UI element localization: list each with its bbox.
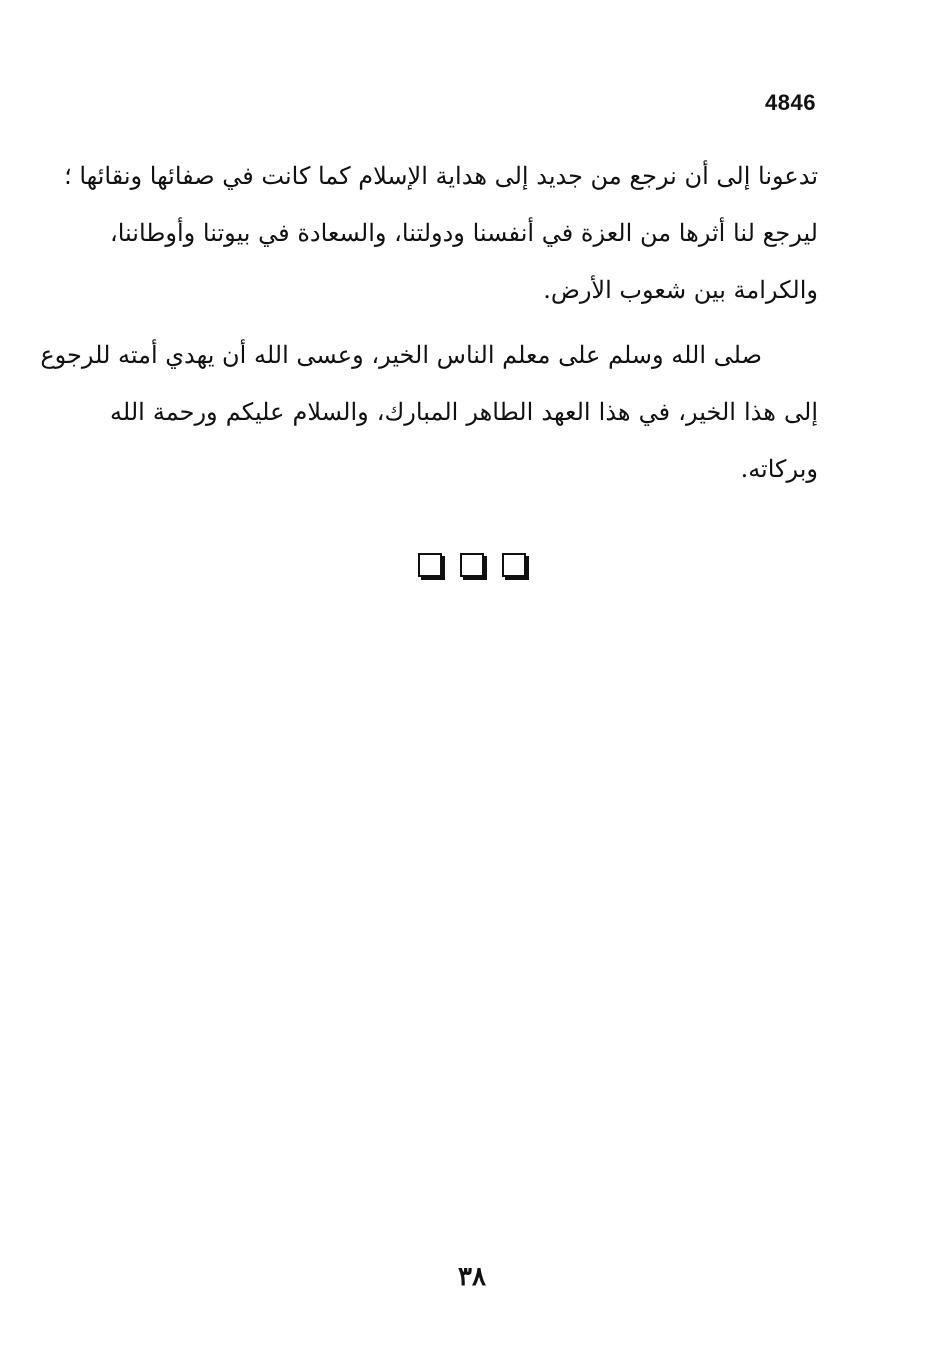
page-number: ٣٨ <box>458 1262 486 1292</box>
paragraph-1 <box>64 148 818 319</box>
text-line: تدعونا إلى أن نرجع من جديد إلى هداية الإسلام كما كانت في صفائها ونقائها ؛ <box>64 162 818 190</box>
paragraph-2 <box>40 327 818 498</box>
square-ornament-icon <box>502 553 526 577</box>
text-line: صلى الله وسلم على معلم الناس الخير، وعسى الله أن يهدي أمته للرجوع <box>40 341 762 369</box>
text-line: ليرجع لنا أثرها من العزة في أنفسنا ودولتنا، والسعادة في بيوتنا وأوطاننا، <box>110 219 818 247</box>
text-line: والكرامة بين شعوب الأرض. <box>543 276 818 304</box>
document-id: 4846 <box>765 90 816 115</box>
text-line: إلى هذا الخير، في هذا العهد الطاهر المبارك، والسلام عليكم ورحمة الله <box>110 398 818 426</box>
square-ornament-icon <box>460 553 484 577</box>
square-ornament-icon <box>418 553 442 577</box>
body-text <box>40 148 818 498</box>
section-separator <box>0 553 944 577</box>
text-line: وبركاته. <box>740 455 818 483</box>
